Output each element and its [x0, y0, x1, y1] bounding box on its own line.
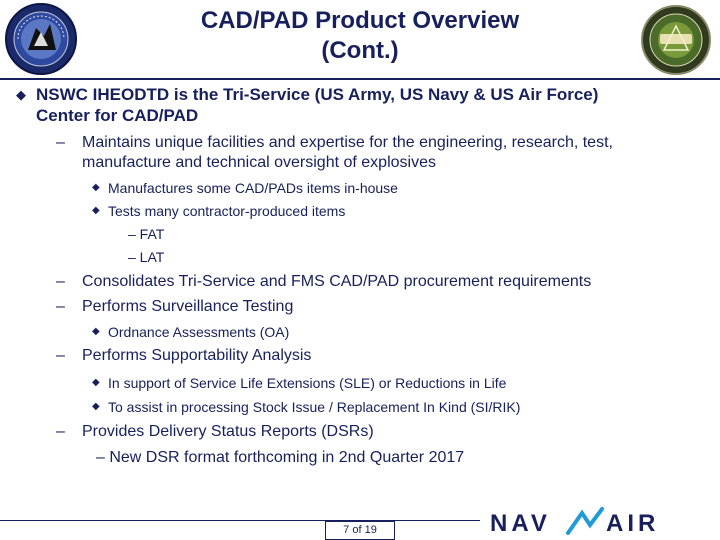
dash-icon: –: [56, 347, 65, 364]
sub-sub-bullet-text: Manufactures some CAD/PADs items in-house: [108, 180, 398, 196]
sub-bullet-3: [56, 297, 702, 317]
sub-bullet-5-text: Provides Delivery Status Reports (DSRs): [82, 423, 374, 440]
bullet-main-text: NSWC IHEODTD is the Tri-Service (US Army, US Navy & US Air Force): [36, 85, 599, 104]
diamond-bullet-icon: ◆: [92, 377, 100, 388]
sub-sub-bullet-3a: [92, 323, 688, 341]
sub-sub-bullet-1b: [92, 202, 688, 220]
title-line-1: CAD/PAD Product Overview: [200, 7, 520, 34]
seal-logo-left: [4, 2, 78, 76]
diamond-bullet-icon: ◆: [92, 205, 100, 216]
page-number: 7 of 19: [325, 521, 395, 540]
diamond-bullet-icon: ◆: [92, 182, 100, 193]
page-title: [110, 6, 610, 66]
level-4-item-fat: – FAT: [128, 226, 165, 242]
sub-sub-bullet-1a: [92, 179, 688, 197]
bullet-main: [16, 84, 716, 126]
bullet-main-text-cont: Center for CAD/PAD: [36, 106, 199, 125]
sub-sub-bullet-text: To assist in processing Stock Issue / Replacement In Kind (SI/RIK): [108, 399, 521, 415]
sub-sub-bullet-4b: [92, 398, 688, 416]
sub-bullet-4: [56, 346, 702, 366]
sub-bullet-2-text: Consolidates Tri-Service and FMS CAD/PAD procurement requirements: [82, 273, 592, 290]
sub-bullet-5: [56, 422, 702, 442]
badge-logo-right: [640, 4, 712, 76]
level-4-item-lat: – LAT: [128, 249, 165, 265]
navair-logo: [490, 505, 690, 539]
sub-bullet-4-text: Performs Supportability Analysis: [82, 347, 312, 364]
diamond-bullet-icon: ◆: [92, 401, 100, 412]
dash-icon: –: [56, 134, 65, 151]
sub-bullet-2: [56, 272, 702, 292]
sub-sub-bullet-text: Ordnance Assessments (OA): [108, 324, 290, 340]
sub-sub-bullet-text: Tests many contractor-produced items: [108, 203, 346, 219]
sub-bullet-5a: – New DSR format forthcoming in 2nd Quarter 2017: [96, 449, 465, 466]
dash-icon: –: [56, 273, 65, 290]
diamond-bullet-icon: ◆: [92, 326, 100, 337]
sub-sub-bullet-4a: [92, 374, 688, 392]
dash-icon: –: [56, 298, 65, 315]
sub-bullet-1-line-1: Maintains unique facilities and expertise for the engineering, research, test,: [82, 134, 613, 151]
title-line-2: (Cont.): [321, 37, 399, 64]
sub-sub-bullet-text: In support of Service Life Extensions (SLE) or Reductions in Life: [108, 375, 507, 391]
svg-text:AIR: AIR: [606, 510, 660, 537]
sub-bullet-1-line-2: manufacture and technical oversight of explosives: [82, 154, 436, 171]
dash-icon: –: [56, 423, 65, 440]
sub-bullet-1: [56, 133, 702, 173]
title-divider: [0, 78, 720, 80]
navair-logo-text: NAV: [490, 510, 551, 537]
diamond-bullet-icon: ◆: [16, 87, 26, 102]
sub-bullet-3-text: Performs Surveillance Testing: [82, 298, 294, 315]
footer-divider: [0, 520, 480, 521]
